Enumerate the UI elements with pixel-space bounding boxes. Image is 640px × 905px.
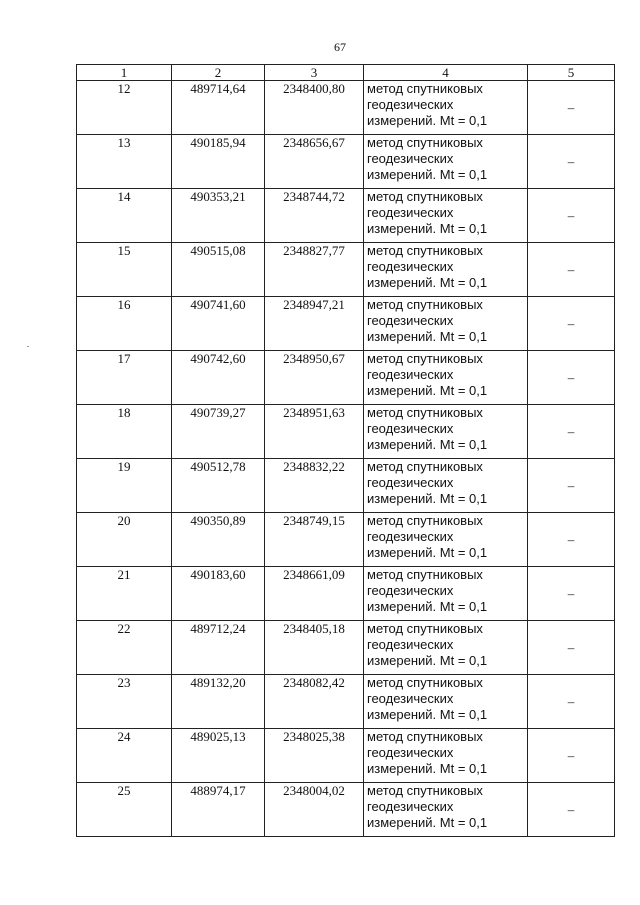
method-text-line: измерений. Mt = 0,1: [367, 707, 488, 722]
method-text-line: метод спутниковых: [367, 297, 483, 312]
point-number-cell: 22: [77, 621, 172, 675]
x-coordinate-cell: 490515,08: [172, 243, 265, 297]
x-coordinate-cell: 489132,20: [172, 675, 265, 729]
table-body: [77, 65, 615, 837]
table-row: [77, 783, 615, 837]
method-cell: [364, 189, 528, 243]
method-cell: [364, 675, 528, 729]
method-text-line: метод спутниковых: [367, 513, 483, 528]
y-coordinate-cell: 2348004,02: [265, 783, 364, 837]
y-coordinate-cell: 2348400,80: [265, 81, 364, 135]
header-cell-4: 4: [364, 65, 528, 81]
table-row: [77, 459, 615, 513]
x-coordinate-cell: 490350,89: [172, 513, 265, 567]
method-text-line: измерений. Mt = 0,1: [367, 275, 488, 290]
note-cell: –: [528, 783, 615, 837]
x-coordinate-cell: 490739,27: [172, 405, 265, 459]
y-coordinate-cell: 2348947,21: [265, 297, 364, 351]
method-cell: [364, 729, 528, 783]
method-text-line: геодезических: [367, 799, 454, 814]
page-number: 67: [334, 40, 346, 54]
point-number-cell: 17: [77, 351, 172, 405]
table-row: [77, 729, 615, 783]
point-number-cell: 14: [77, 189, 172, 243]
point-number-cell: 20: [77, 513, 172, 567]
x-coordinate-cell: 490742,60: [172, 351, 265, 405]
note-cell: –: [528, 81, 615, 135]
note-cell: –: [528, 405, 615, 459]
point-number-cell: 13: [77, 135, 172, 189]
point-number-cell: 23: [77, 675, 172, 729]
method-cell: [364, 297, 528, 351]
method-cell: [364, 621, 528, 675]
method-text-line: геодезических: [367, 745, 454, 760]
method-text-line: измерений. Mt = 0,1: [367, 221, 488, 236]
x-coordinate-cell: 488974,17: [172, 783, 265, 837]
x-coordinate-cell: 489025,13: [172, 729, 265, 783]
note-cell: –: [528, 729, 615, 783]
y-coordinate-cell: 2348082,42: [265, 675, 364, 729]
method-text-line: измерений. Mt = 0,1: [367, 113, 488, 128]
note-cell: –: [528, 621, 615, 675]
y-coordinate-cell: 2348827,77: [265, 243, 364, 297]
x-coordinate-cell: 490353,21: [172, 189, 265, 243]
table-row: [77, 297, 615, 351]
method-cell: [364, 513, 528, 567]
method-text-line: метод спутниковых: [367, 351, 483, 366]
method-text-line: метод спутниковых: [367, 459, 483, 474]
point-number-cell: 25: [77, 783, 172, 837]
method-cell: [364, 243, 528, 297]
note-cell: –: [528, 351, 615, 405]
point-number-cell: 12: [77, 81, 172, 135]
y-coordinate-cell: 2348832,22: [265, 459, 364, 513]
method-text-line: геодезических: [367, 691, 454, 706]
note-cell: –: [528, 135, 615, 189]
method-cell: [364, 81, 528, 135]
table-row: [77, 513, 615, 567]
method-cell: [364, 405, 528, 459]
method-cell: [364, 459, 528, 513]
y-coordinate-cell: 2348661,09: [265, 567, 364, 621]
x-coordinate-cell: 490183,60: [172, 567, 265, 621]
table-row: [77, 135, 615, 189]
y-coordinate-cell: 2348749,15: [265, 513, 364, 567]
y-coordinate-cell: 2348950,67: [265, 351, 364, 405]
method-cell: [364, 783, 528, 837]
method-text-line: измерений. Mt = 0,1: [367, 653, 488, 668]
method-text-line: измерений. Mt = 0,1: [367, 761, 488, 776]
x-coordinate-cell: 490512,78: [172, 459, 265, 513]
table-row: [77, 243, 615, 297]
method-text-line: геодезических: [367, 529, 454, 544]
y-coordinate-cell: 2348656,67: [265, 135, 364, 189]
method-text-line: метод спутниковых: [367, 189, 483, 204]
method-text-line: измерений. Mt = 0,1: [367, 491, 488, 506]
method-text-line: измерений. Mt = 0,1: [367, 167, 488, 182]
method-text-line: измерений. Mt = 0,1: [367, 815, 488, 830]
margin-mark: [27, 346, 29, 347]
method-text-line: метод спутниковых: [367, 567, 483, 582]
method-text-line: геодезических: [367, 259, 454, 274]
method-text-line: геодезических: [367, 475, 454, 490]
point-number-cell: 18: [77, 405, 172, 459]
method-cell: [364, 351, 528, 405]
header-cell-5: 5: [528, 65, 615, 81]
method-text-line: метод спутниковых: [367, 135, 483, 150]
table-row: [77, 351, 615, 405]
table-row: [77, 189, 615, 243]
x-coordinate-cell: 490741,60: [172, 297, 265, 351]
note-cell: –: [528, 243, 615, 297]
method-text-line: метод спутниковых: [367, 405, 483, 420]
table-row: [77, 675, 615, 729]
method-text-line: измерений. Mt = 0,1: [367, 437, 488, 452]
point-number-cell: 15: [77, 243, 172, 297]
note-cell: –: [528, 297, 615, 351]
method-text-line: геодезических: [367, 367, 454, 382]
method-cell: [364, 567, 528, 621]
method-text-line: геодезических: [367, 205, 454, 220]
note-cell: –: [528, 567, 615, 621]
note-cell: –: [528, 189, 615, 243]
method-text-line: геодезических: [367, 421, 454, 436]
y-coordinate-cell: 2348744,72: [265, 189, 364, 243]
method-text-line: измерений. Mt = 0,1: [367, 329, 488, 344]
table-row: [77, 405, 615, 459]
header-cell-1: 1: [77, 65, 172, 81]
method-text-line: метод спутниковых: [367, 783, 483, 798]
y-coordinate-cell: 2348405,18: [265, 621, 364, 675]
method-text-line: геодезических: [367, 97, 454, 112]
y-coordinate-cell: 2348025,38: [265, 729, 364, 783]
x-coordinate-cell: 490185,94: [172, 135, 265, 189]
table-header-row: [77, 65, 615, 81]
x-coordinate-cell: 489714,64: [172, 81, 265, 135]
method-cell: [364, 135, 528, 189]
point-number-cell: 24: [77, 729, 172, 783]
note-cell: –: [528, 513, 615, 567]
header-cell-2: 2: [172, 65, 265, 81]
header-cell-3: 3: [265, 65, 364, 81]
method-text-line: измерений. Mt = 0,1: [367, 383, 488, 398]
note-cell: –: [528, 459, 615, 513]
method-text-line: измерений. Mt = 0,1: [367, 545, 488, 560]
method-text-line: измерений. Mt = 0,1: [367, 599, 488, 614]
coordinates-table: [76, 64, 615, 837]
method-text-line: геодезических: [367, 151, 454, 166]
method-text-line: метод спутниковых: [367, 81, 483, 96]
method-text-line: метод спутниковых: [367, 243, 483, 258]
point-number-cell: 21: [77, 567, 172, 621]
method-text-line: метод спутниковых: [367, 729, 483, 744]
table-row: [77, 621, 615, 675]
point-number-cell: 16: [77, 297, 172, 351]
x-coordinate-cell: 489712,24: [172, 621, 265, 675]
note-cell: –: [528, 675, 615, 729]
table-row: [77, 81, 615, 135]
method-text-line: метод спутниковых: [367, 675, 483, 690]
method-text-line: геодезических: [367, 313, 454, 328]
point-number-cell: 19: [77, 459, 172, 513]
method-text-line: геодезических: [367, 637, 454, 652]
method-text-line: геодезических: [367, 583, 454, 598]
y-coordinate-cell: 2348951,63: [265, 405, 364, 459]
method-text-line: метод спутниковых: [367, 621, 483, 636]
table-row: [77, 567, 615, 621]
